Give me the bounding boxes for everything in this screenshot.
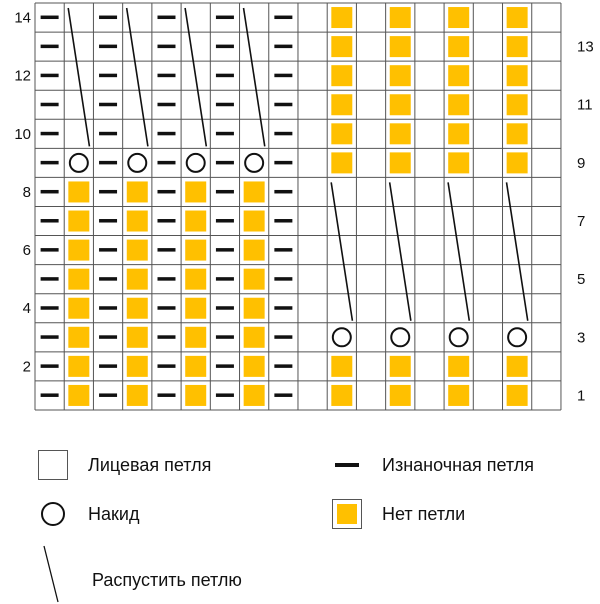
legend-yarn-over — [38, 499, 139, 529]
no-stitch-square — [127, 211, 148, 232]
purl-dash — [99, 16, 117, 20]
purl-dash — [99, 306, 117, 310]
row-number-left: 6 — [22, 242, 31, 260]
row-number-right: 13 — [577, 38, 594, 56]
purl-dash — [41, 16, 59, 20]
legend-purl — [332, 450, 534, 480]
purl-dash — [157, 74, 175, 78]
legend-yarn-over-label: Накид — [88, 503, 140, 524]
purl-dash — [216, 277, 234, 281]
no-stitch-square — [448, 65, 469, 86]
row-number-left: 2 — [22, 358, 31, 376]
no-stitch-square — [507, 65, 528, 86]
purl-dash — [274, 248, 292, 252]
purl-dash — [99, 74, 117, 78]
no-stitch-square — [331, 7, 352, 28]
drop-stitch-line — [507, 182, 528, 320]
purl-dash — [216, 364, 234, 368]
no-stitch-square — [68, 181, 89, 202]
no-stitch-square — [390, 65, 411, 86]
legend-knit-label: Лицевая петля — [88, 454, 212, 475]
purl-dash — [274, 74, 292, 78]
no-stitch-square — [185, 269, 206, 290]
purl-dash — [157, 306, 175, 310]
purl-dash — [41, 364, 59, 368]
purl-dash — [157, 16, 175, 20]
no-stitch-square — [331, 123, 352, 144]
no-stitch-square — [244, 240, 265, 261]
legend-no-stitch — [332, 499, 465, 529]
purl-dash — [41, 132, 59, 136]
row-number-right: 9 — [577, 154, 586, 172]
yarn-over-circle — [508, 328, 526, 346]
no-stitch-square — [68, 240, 89, 261]
purl-dash — [41, 248, 59, 252]
purl-dash — [216, 16, 234, 20]
no-stitch-square — [448, 152, 469, 173]
legend-drop-stitch-label: Распустить петлю — [92, 570, 242, 590]
no-stitch-square — [185, 385, 206, 406]
purl-dash — [216, 103, 234, 107]
no-stitch-square — [507, 94, 528, 115]
diagonal-line-icon — [36, 544, 66, 604]
purl-dash — [99, 248, 117, 252]
purl-dash — [157, 161, 175, 165]
row-number-left: 4 — [22, 300, 31, 318]
no-stitch-square — [68, 298, 89, 319]
no-stitch-square — [331, 36, 352, 57]
yarn-over-circle — [333, 328, 351, 346]
purl-dash — [216, 45, 234, 49]
yarn-over-circle — [70, 154, 88, 172]
purl-dash — [274, 132, 292, 136]
no-stitch-square — [331, 94, 352, 115]
no-stitch-square — [244, 327, 265, 348]
no-stitch-square — [507, 7, 528, 28]
no-stitch-square — [185, 240, 206, 261]
no-stitch-square — [244, 298, 265, 319]
purl-dash — [99, 335, 117, 339]
purl-dash — [274, 219, 292, 223]
row-number-left: 14 — [14, 9, 31, 27]
no-stitch-square — [127, 181, 148, 202]
yarn-over-circle — [245, 154, 263, 172]
purl-dash — [274, 277, 292, 281]
purl-dash — [99, 132, 117, 136]
purl-dash — [274, 335, 292, 339]
no-stitch-square — [68, 385, 89, 406]
purl-dash — [157, 132, 175, 136]
purl-dash — [157, 393, 175, 397]
no-stitch-square — [507, 385, 528, 406]
yarn-over-circle — [450, 328, 468, 346]
no-stitch-square — [448, 356, 469, 377]
no-stitch-square — [185, 211, 206, 232]
purl-dash — [216, 306, 234, 310]
purl-dash — [41, 190, 59, 194]
no-stitch-square — [448, 36, 469, 57]
no-stitch-square — [185, 327, 206, 348]
purl-dash — [216, 393, 234, 397]
no-stitch-square — [244, 269, 265, 290]
legend-purl-label: Изнаночная петля — [382, 454, 535, 475]
purl-dash — [216, 74, 234, 78]
purl-dash — [216, 219, 234, 223]
row-number-right: 11 — [577, 96, 593, 114]
purl-dash — [274, 306, 292, 310]
yellow-square-icon — [332, 499, 362, 529]
no-stitch-square — [127, 327, 148, 348]
drop-stitch-line — [68, 8, 89, 146]
no-stitch-square — [68, 327, 89, 348]
purl-dash — [274, 103, 292, 107]
drop-stitch-line — [331, 182, 352, 320]
drop-stitch-line — [448, 182, 469, 320]
no-stitch-square — [68, 269, 89, 290]
no-stitch-square — [390, 385, 411, 406]
circle-icon — [38, 499, 68, 529]
no-stitch-square — [448, 7, 469, 28]
purl-dash — [216, 132, 234, 136]
purl-dash — [216, 190, 234, 194]
no-stitch-square — [127, 385, 148, 406]
purl-dash — [99, 277, 117, 281]
no-stitch-square — [331, 152, 352, 173]
drop-stitch-line — [244, 8, 265, 146]
drop-stitch-line — [185, 8, 206, 146]
row-number-left: 8 — [22, 183, 31, 201]
purl-dash — [41, 335, 59, 339]
no-stitch-square — [448, 123, 469, 144]
purl-dash — [99, 45, 117, 49]
empty-square-icon — [38, 450, 68, 480]
yarn-over-circle — [128, 154, 146, 172]
no-stitch-square — [507, 152, 528, 173]
purl-dash — [274, 190, 292, 194]
purl-dash — [274, 161, 292, 165]
purl-dash — [41, 277, 59, 281]
purl-dash — [157, 190, 175, 194]
no-stitch-square — [127, 298, 148, 319]
no-stitch-square — [68, 211, 89, 232]
purl-dash — [41, 393, 59, 397]
no-stitch-square — [507, 356, 528, 377]
purl-dash — [99, 393, 117, 397]
no-stitch-square — [390, 152, 411, 173]
no-stitch-square — [448, 94, 469, 115]
no-stitch-square — [390, 123, 411, 144]
purl-dash — [99, 364, 117, 368]
no-stitch-square — [127, 240, 148, 261]
row-number-left: 12 — [14, 67, 31, 85]
no-stitch-square — [185, 356, 206, 377]
row-number-left: 10 — [14, 125, 31, 143]
no-stitch-square — [390, 36, 411, 57]
no-stitch-square — [390, 356, 411, 377]
no-stitch-square — [507, 123, 528, 144]
purl-dash — [41, 219, 59, 223]
purl-dash — [274, 393, 292, 397]
purl-dash — [157, 335, 175, 339]
purl-dash — [216, 161, 234, 165]
no-stitch-square — [390, 94, 411, 115]
purl-dash — [157, 103, 175, 107]
purl-dash — [157, 248, 175, 252]
row-number-right: 5 — [577, 271, 586, 289]
legend-drop-stitch — [92, 570, 242, 591]
drop-stitch-line — [127, 8, 148, 146]
purl-dash — [274, 364, 292, 368]
yarn-over-circle — [391, 328, 409, 346]
no-stitch-square — [507, 36, 528, 57]
no-stitch-square — [127, 269, 148, 290]
purl-dash — [99, 219, 117, 223]
purl-dash — [99, 190, 117, 194]
legend-knit — [38, 450, 211, 480]
purl-dash — [41, 103, 59, 107]
purl-dash — [41, 306, 59, 310]
no-stitch-square — [185, 298, 206, 319]
purl-dash — [157, 45, 175, 49]
purl-dash — [274, 45, 292, 49]
no-stitch-square — [244, 356, 265, 377]
no-stitch-square — [185, 181, 206, 202]
purl-dash — [41, 45, 59, 49]
purl-dash — [157, 219, 175, 223]
purl-dash — [99, 161, 117, 165]
purl-dash — [216, 335, 234, 339]
no-stitch-square — [390, 7, 411, 28]
no-stitch-square — [448, 385, 469, 406]
no-stitch-square — [127, 356, 148, 377]
purl-dash — [274, 16, 292, 20]
yarn-over-circle — [187, 154, 205, 172]
no-stitch-square — [244, 181, 265, 202]
row-number-right: 1 — [577, 387, 586, 405]
no-stitch-square — [331, 385, 352, 406]
drop-stitch-line — [390, 182, 411, 320]
legend-no-stitch-label: Нет петли — [382, 503, 466, 524]
no-stitch-square — [331, 65, 352, 86]
purl-dash — [41, 74, 59, 78]
row-number-right: 3 — [577, 329, 586, 347]
purl-dash — [216, 248, 234, 252]
no-stitch-square — [331, 356, 352, 377]
row-number-right: 7 — [577, 213, 586, 231]
purl-dash — [99, 103, 117, 107]
purl-dash — [41, 161, 59, 165]
purl-dash — [157, 364, 175, 368]
no-stitch-square — [244, 211, 265, 232]
purl-dash — [157, 277, 175, 281]
dash-icon — [332, 450, 362, 480]
no-stitch-square — [244, 385, 265, 406]
no-stitch-square — [68, 356, 89, 377]
